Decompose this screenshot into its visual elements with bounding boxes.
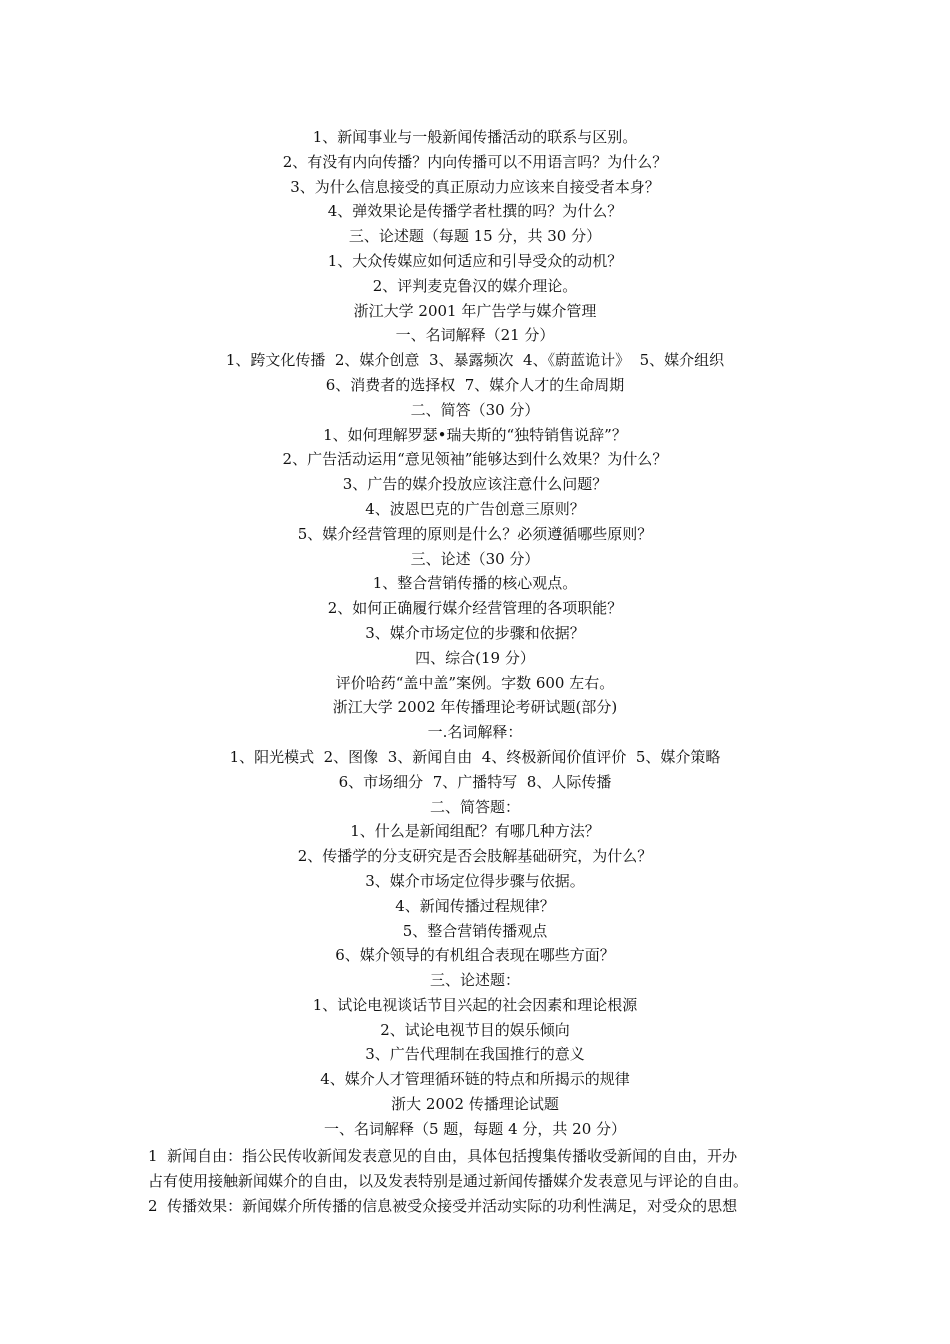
section-heading: 一、名词解释（5 题，每题 4 分，共 20 分）	[323, 1119, 627, 1138]
text-line: 1、试论电视谈话节目兴起的社会因素和理论根源	[312, 995, 638, 1014]
centered-text-block	[0, 125, 950, 1142]
section-heading: 三、论述题（每题 15 分，共 30 分）	[348, 227, 602, 246]
definition-paragraph-line: 2 传播效果：新闻媒介所传播的信息被受众接受并活动实际的功利性满足，对受众的思想	[148, 1197, 738, 1215]
text-line: 2、试论电视节目的娱乐倾向	[380, 1020, 570, 1039]
exam-title: 浙大 2002 传播理论试题	[391, 1095, 559, 1114]
text-line: 评价哈药“盖中盖”案例。字数 600 左右。	[335, 673, 615, 692]
text-line: 4、波恩巴克的广告创意三原则？	[365, 499, 585, 518]
section-heading: 二、简答题：	[429, 797, 520, 816]
section-heading: 四、综合(19 分）	[415, 648, 535, 667]
text-line: 6、市场细分 7、广播特写 8、人际传播	[338, 772, 612, 791]
exam-title: 浙江大学 2001 年广告学与媒介管理	[353, 301, 597, 320]
text-line: 3、媒介市场定位的步骤和依据？	[365, 623, 585, 642]
text-line: 1、整合营销传播的核心观点。	[372, 574, 578, 593]
text-line: 3、为什么信息接受的真正原动力应该来自接受者本身？	[290, 177, 660, 196]
definition-paragraph-line: 1 新闻自由：指公民传收新闻发表意见的自由，具体包括搜集传播收受新闻的自由，开办	[148, 1147, 738, 1165]
text-line: 1、大众传媒应如何适应和引导受众的动机？	[327, 251, 623, 270]
section-heading: 一.名词解释：	[427, 723, 523, 742]
text-line: 4、新闻传播过程规律？	[395, 896, 555, 915]
section-heading: 三、论述题：	[429, 971, 520, 990]
text-line: 4、媒介人才管理循环链的特点和所揭示的规律	[320, 1070, 630, 1089]
text-line: 5、整合营销传播观点	[402, 921, 548, 940]
text-line: 2、广告活动运用“意见领袖”能够达到什么效果？为什么？	[282, 450, 668, 469]
text-line: 1、什么是新闻组配？有哪几种方法？	[350, 822, 600, 841]
text-line: 6、消费者的选择权 7、媒介人才的生命周期	[325, 375, 625, 394]
text-line: 1、阳光模式 2、图像 3、新闻自由 4、终极新闻价值评价 5、媒介策略	[229, 747, 721, 766]
definition-paragraph-line: 占有使用接触新闻媒介的自由，以及发表特别是通过新闻传播媒介发表意见与评论的自由。	[148, 1172, 749, 1190]
text-line: 1、跨文化传播 2、媒介创意 3、暴露频次 4、《蔚蓝诡计》 5、媒介组织	[225, 351, 725, 370]
text-line: 4、弹效果论是传播学者杜撰的吗？为什么？	[327, 202, 623, 221]
section-heading: 一、名词解释（21 分）	[395, 326, 555, 345]
section-heading: 二、简答（30 分）	[410, 400, 540, 419]
text-line: 5、媒介经营管理的原则是什么？必须遵循哪些原则？	[297, 524, 653, 543]
section-heading: 三、论述（30 分）	[410, 549, 540, 568]
text-line: 2、如何正确履行媒介经营管理的各项职能？	[327, 599, 623, 618]
text-line: 3、广告代理制在我国推行的意义	[365, 1045, 585, 1064]
text-line: 2、传播学的分支研究是否会肢解基础研究，为什么？	[297, 847, 653, 866]
text-line: 6、媒介领导的有机组合表现在哪些方面？	[335, 946, 615, 965]
text-line: 2、评判麦克鲁汉的媒介理论。	[372, 276, 578, 295]
text-line: 3、媒介市场定位得步骤与依据。	[365, 871, 585, 890]
exam-title: 浙江大学 2002 年传播理论考研试题(部分)	[332, 698, 618, 717]
text-line: 1、新闻事业与一般新闻传播活动的联系与区别。	[312, 128, 638, 146]
text-line: 1、如何理解罗瑟•瑞夫斯的“独特销售说辞”？	[323, 425, 627, 444]
text-line: 2、有没有内向传播？内向传播可以不用语言吗？为什么？	[282, 152, 668, 171]
text-line: 3、广告的媒介投放应该注意什么问题？	[342, 475, 608, 494]
